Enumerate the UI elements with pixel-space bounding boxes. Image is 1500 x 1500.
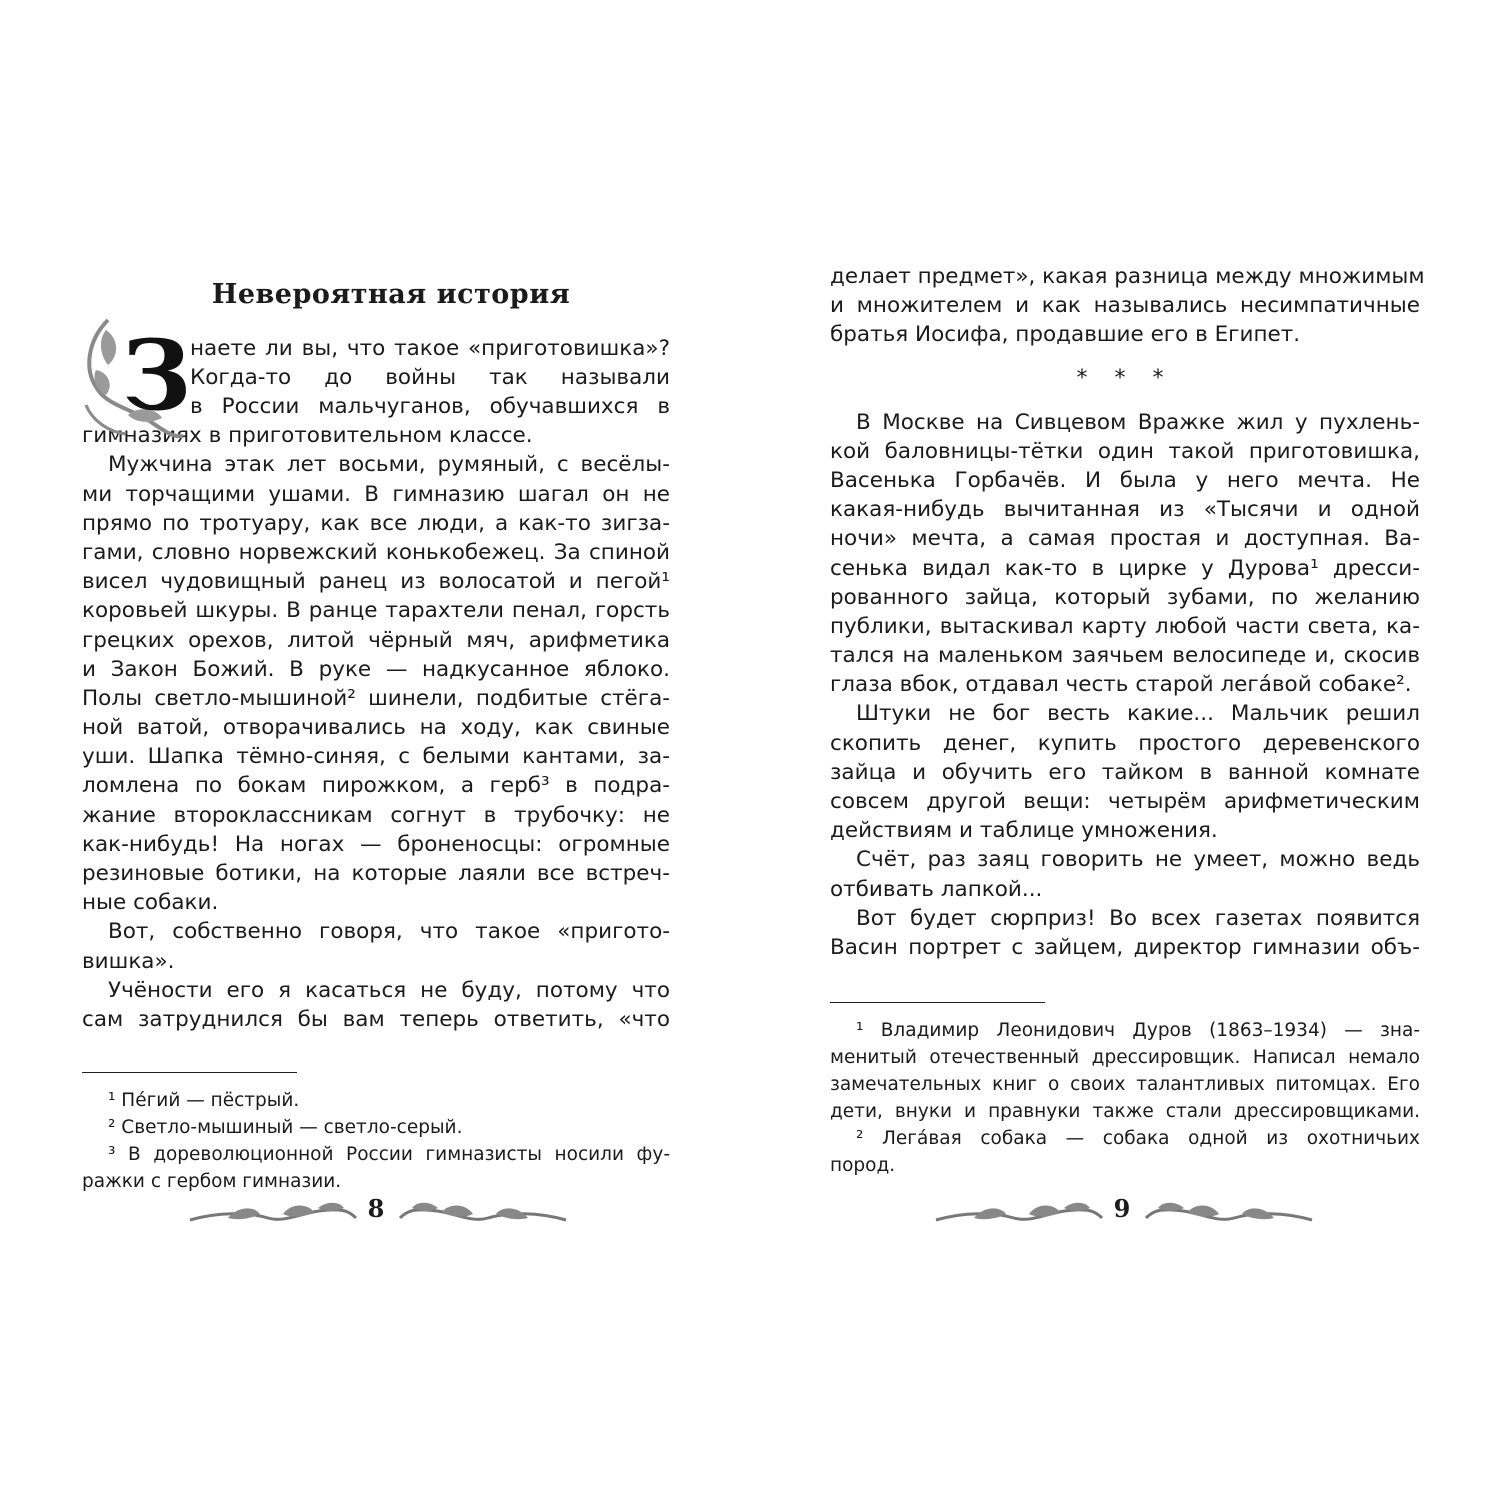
text-line: Васин портрет с зайцем, директор гимназии объ- [830, 934, 1420, 960]
text-line: как-нибудь! На ногах — броненосцы: огромные [82, 831, 670, 857]
page-number-block-right [922, 1190, 1322, 1240]
chapter-title: Невероятная история [211, 279, 571, 310]
page-number: 8 [367, 1194, 385, 1223]
text-line: публики, вытаскивал карту любой части света, ка- [830, 613, 1420, 639]
footnote: ² Светло-мышиный — светло-серый. [108, 1117, 463, 1139]
footnote: ражки с гербом гимназии. [82, 1171, 342, 1193]
text-line: гимназиях в приготовительном классе. [82, 423, 533, 449]
text-line: и Закон Божий. В руке — надкусанное яблоко. [82, 656, 670, 682]
text-line: Мужчина этак лет восьми, румяный, с весёлы- [108, 452, 670, 478]
right-page [830, 262, 1425, 1179]
footnote: менитый отечественный дрессировщик. Написал немало [830, 1047, 1420, 1069]
footnote-rule [82, 1072, 297, 1073]
text-line: резиновые ботики, на которые лаяли все встреч- [82, 861, 670, 886]
floral-flourish-icon [934, 1198, 1104, 1230]
text-line: В Москве на Сивцевом Вражке жил у пухлень- [856, 409, 1420, 435]
text-line: жание второклассникам согнут в трубочку: не [82, 802, 670, 828]
text-line: кой баловницы-тётки один такой приготовишка, [830, 438, 1420, 464]
text-line: рованного зайца, который зубами, по желанию [830, 584, 1420, 610]
text-line: делает предмет», какая разница между множимым [830, 264, 1425, 289]
text-line: и множителем и как назывались несимпатичные [830, 293, 1420, 319]
footnote: ¹ Владимир Леонидович Дуров (1863–1934) — зна- [856, 1020, 1420, 1042]
footnote: замечательных книг о своих талантливых питомцах. Его [830, 1074, 1420, 1096]
text-line: зайца и обучить его тайком в ванной комнате [830, 759, 1420, 785]
text-line: ночи» мечта, а самая простая и доступная. Ва- [830, 526, 1420, 552]
text-line: ной ватой, отворачивались на ходу, как свиные [82, 715, 670, 741]
text-line: ные собаки. [82, 890, 219, 916]
text-line: Счёт, раз заяц говорить не умеет, можно ведь [856, 847, 1420, 873]
footnote-rule [830, 1002, 1045, 1003]
text-line: Вот, собственно говоря, что такое «пригото- [108, 919, 670, 945]
text-line: коровьей шкуры. В ранце тарахтели пенал, горсть [82, 598, 670, 624]
page-number-block-left [176, 1190, 576, 1240]
text-line: грецких орехов, литой чёрный мяч, арифметика [82, 627, 670, 653]
text-line: в России мальчуганов, обучавшихся в [190, 394, 670, 419]
footnote: ¹ Пе́гий — пёстрый. [108, 1090, 300, 1112]
text-line: наете ли вы, что такое «приготовишка»? Когда-то до войны так называли [190, 336, 670, 391]
floral-flourish-icon [188, 1198, 358, 1230]
text-line: ломлена по бокам пирожком, а герб³ в подра- [82, 773, 670, 799]
footnote: дети, внуки и правнуки также стали дрессировщиками. [830, 1101, 1420, 1123]
text-line: сенька видал как-то в цирке у Дурова¹ дресси- [830, 555, 1420, 581]
section-separator: * * * [1076, 365, 1174, 391]
text-line: глаза вбок, отдавал честь старой лега́вой собаке². [830, 672, 1412, 698]
text-line: Вот будет сюрприз! Во всех газетах появится [856, 905, 1420, 931]
text-line: какая-нибудь вычитанная из «Тысячи и одной [830, 497, 1420, 523]
text-line: Полы светло-мышиной² шинели, подбитые стёга- [82, 685, 670, 711]
text-line: вишка». [82, 948, 175, 974]
text-line: висел чудовищный ранец из волосатой и пегой¹ [82, 569, 670, 595]
text-line: действиям и таблице умножения. [830, 818, 1218, 844]
text-line: гами, словно норвежский конькобежец. За спиной [82, 539, 670, 565]
footnote: ³ В дореволюционной России гимназисты носили фу- [108, 1144, 670, 1166]
text-line: совсем другой вещи: четырём арифметическим [830, 789, 1420, 814]
floral-flourish-icon [1144, 1198, 1314, 1230]
text-line: Васенька Горбачёв. И была у него мечта. Не [830, 467, 1420, 493]
footnote: ² Лега́вая собака — собака одной из охотничьих [856, 1128, 1420, 1150]
text-line: сам затруднился бы вам теперь ответить, «что [82, 1006, 670, 1032]
left-page [82, 270, 670, 1195]
text-line: Учёности его я касаться не буду, потому что [108, 977, 670, 1003]
text-line: ми торчащими ушами. В гимназию шагал он не [82, 481, 670, 507]
text-line: скопить денег, купить простого деревенского [830, 730, 1420, 756]
text-line: уши. Шапка тёмно-синяя, с белыми кантами, за- [82, 744, 670, 770]
drop-cap-letter: З [122, 319, 192, 432]
text-line: Штуки не бог весть какие... Мальчик решил [856, 701, 1420, 727]
text-line: братья Иосифа, продавшие его в Египет. [830, 322, 1301, 348]
text-line: отбивать лапкой... [830, 876, 1043, 902]
footnote: пород. [830, 1155, 896, 1177]
text-line: тался на маленьком заячьем велосипеде и, скосив [830, 643, 1420, 669]
text-line: прямо по тротуару, как все люди, а как-то зигза- [82, 510, 670, 536]
floral-flourish-icon [398, 1198, 568, 1230]
page-number: 9 [1113, 1194, 1131, 1223]
